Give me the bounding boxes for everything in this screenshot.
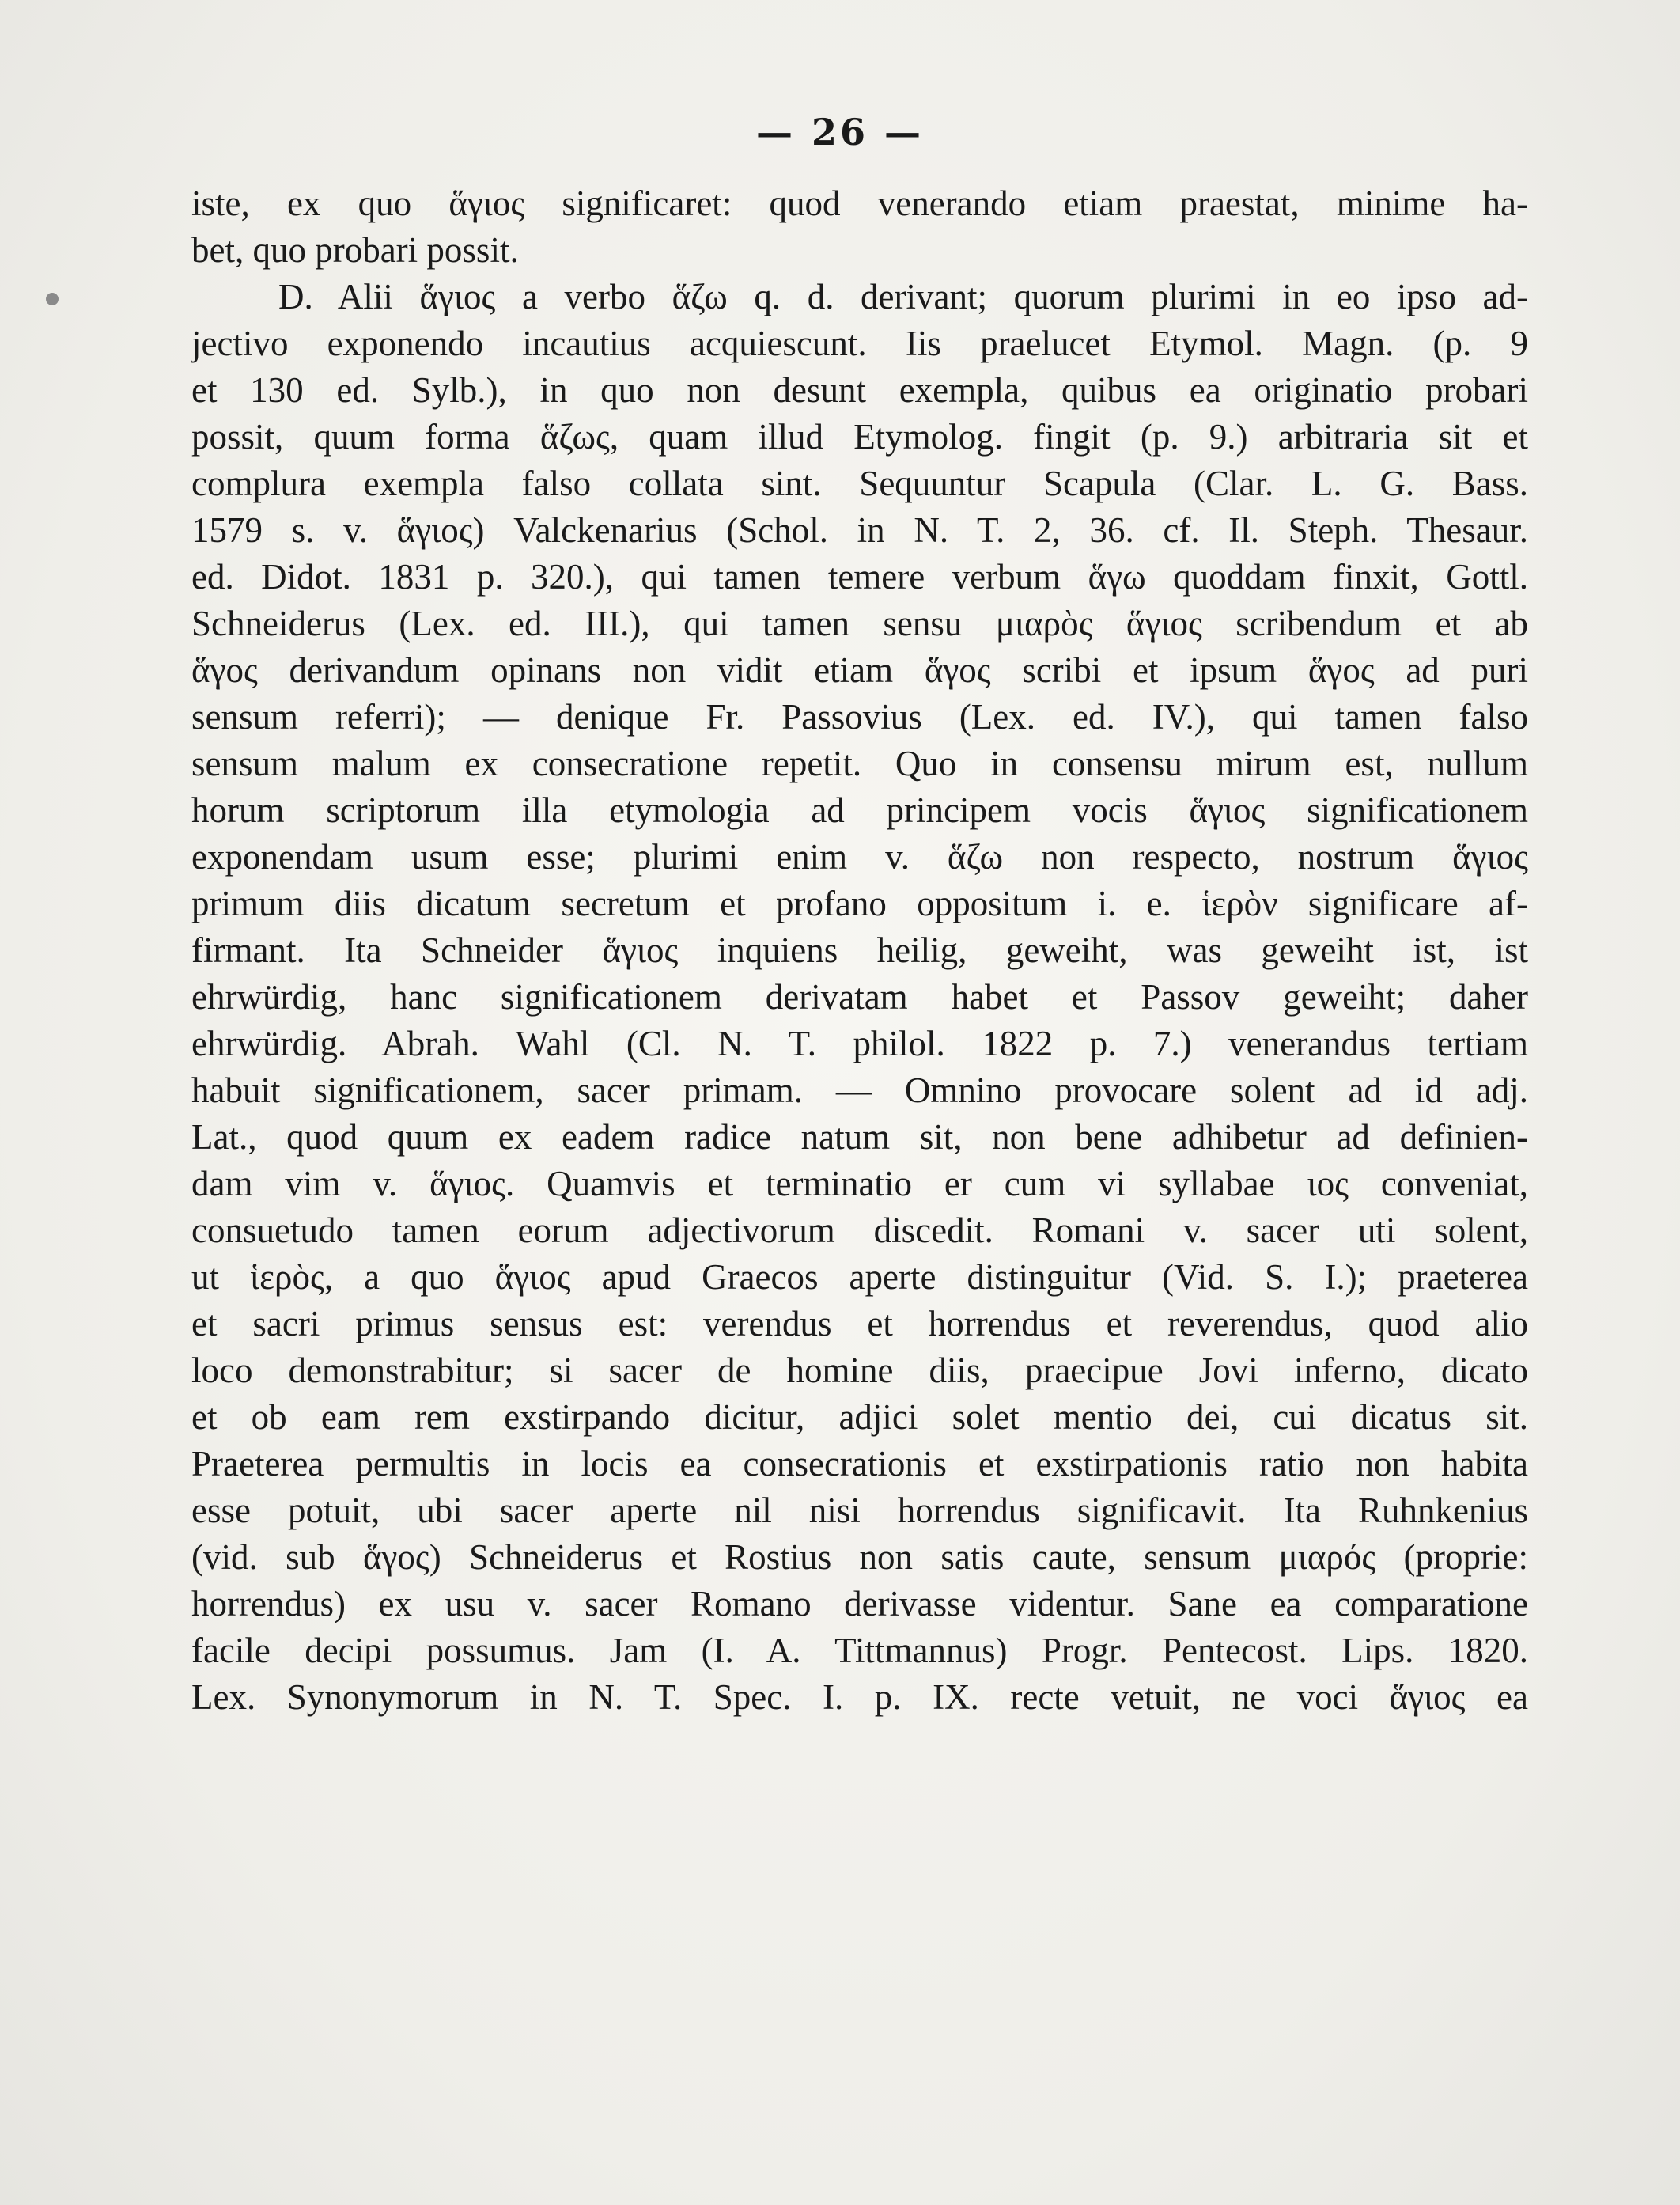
text-line: (vid. sub ἅγος) Schneiderus et Rostius non satis caute, sensum μιαρός (proprie:	[191, 1537, 1528, 1577]
text-line: facile decipi possumus. Jam (I. A. Tittmannus) Progr. Pentecost. Lips. 1820.	[191, 1631, 1528, 1670]
text-line: et sacri primus sensus est: verendus et horrendus et reverendus, quod alio	[191, 1304, 1528, 1343]
text-line: firmant. Ita Schneider ἅγιος inquiens heilig, geweiht, was geweiht ist, ist	[191, 930, 1528, 970]
text-line: ed. Didot. 1831 p. 320.), qui tamen temere verbum ἅγω quoddam finxit, Gottl.	[191, 557, 1528, 597]
text-line: horum scriptorum illa etymologia ad principem vocis ἅγιος significationem	[191, 790, 1528, 830]
text-line: D. Alii ἅγιος a verbo ἅζω q. d. derivant; quorum plurimi in eo ipso ad-	[278, 277, 1528, 316]
text-line: jectivo exponendo incautius acquiescunt. Iis praelucet Etymol. Magn. (p. 9	[191, 324, 1528, 363]
text-line: iste, ex quo ἅγιος significaret: quod venerando etiam praestat, minime ha-	[191, 184, 1528, 223]
text-line: Praeterea permultis in locis ea consecrationis et exstirpationis ratio non habita	[191, 1444, 1528, 1483]
page-number: — 26 —	[755, 111, 925, 153]
text-line: possit, quum forma ἅζως, quam illud Etymolog. fingit (p. 9.) arbitraria sit et	[191, 417, 1528, 457]
text-line: habuit significationem, sacer primam. — Omnino provocare solent ad id adj.	[191, 1070, 1528, 1110]
text-line: ut ἱερὸς, a quo ἅγιος apud Graecos aperte distinguitur (Vid. S. I.); praeterea	[191, 1257, 1528, 1297]
text-line: 1579 s. v. ἅγιος) Valckenarius (Schol. in N. T. 2, 36. cf. Il. Steph. Thesaur.	[191, 510, 1528, 550]
text-line: primum diis dicatum secretum et profano oppositum i. e. ἱερὸν significare af-	[191, 884, 1528, 923]
text-line: et 130 ed. Sylb.), in quo non desunt exempla, quibus ea originatio probari	[191, 370, 1528, 410]
text-line: sensum malum ex consecratione repetit. Quo in consensu mirum est, nullum	[191, 744, 1528, 783]
text-line: esse potuit, ubi sacer aperte nil nisi horrendus significavit. Ita Ruhnkenius	[191, 1491, 1528, 1530]
text-line: complura exempla falso collata sint. Sequuntur Scapula (Clar. L. G. Bass.	[191, 464, 1528, 503]
text-line: Lat., quod quum ex eadem radice natum sit, non bene adhibetur ad definien-	[191, 1117, 1528, 1157]
text-line: horrendus) ex usu v. sacer Romano derivasse videntur. Sane ea comparatione	[191, 1584, 1528, 1623]
text-line: Schneiderus (Lex. ed. III.), qui tamen sensu μιαρὸς ἅγιος scribendum et ab	[191, 604, 1528, 643]
text-line: loco demonstrabitur; si sacer de homine diis, praecipue Jovi inferno, dicato	[191, 1351, 1528, 1390]
text-line: consuetudo tamen eorum adjectivorum discedit. Romani v. sacer uti solent,	[191, 1210, 1528, 1250]
text-line: exponendam usum esse; plurimi enim v. ἅζω non respecto, nostrum ἅγιος	[191, 837, 1528, 877]
text-line: ehrwürdig. Abrah. Wahl (Cl. N. T. philol. 1822 p. 7.) venerandus tertiam	[191, 1024, 1528, 1063]
text-line: sensum referri); — denique Fr. Passovius (Lex. ed. IV.), qui tamen falso	[191, 697, 1528, 737]
text-line: bet, quo probari possit.	[191, 230, 519, 270]
text-line: ἅγος derivandum opinans non vidit etiam ἅγος scribi et ipsum ἅγος ad puri	[191, 650, 1528, 690]
text-line: dam vim v. ἅγιος. Quamvis et terminatio er cum vi syllabae ιος conveniat,	[191, 1164, 1528, 1203]
body-text	[191, 180, 1528, 1721]
ink-spot	[46, 293, 59, 305]
text-line: Lex. Synonymorum in N. T. Spec. I. p. IX. recte vetuit, ne voci ἅγιος ea	[191, 1677, 1528, 1717]
text-line: ehrwürdig, hanc significationem derivatam habet et Passov geweiht; daher	[191, 977, 1528, 1017]
text-line: et ob eam rem exstirpando dicitur, adjici solet mentio dei, cui dicatus sit.	[191, 1397, 1528, 1437]
